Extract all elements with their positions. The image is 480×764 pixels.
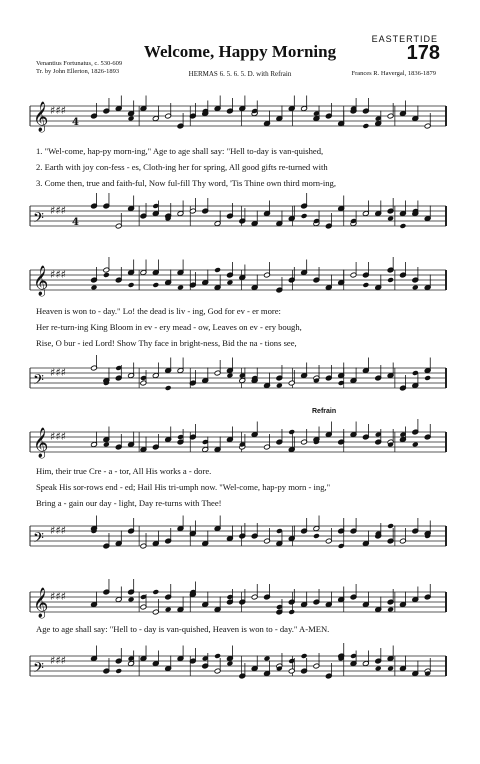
time-signature: 4 — [72, 117, 79, 128]
note-head — [226, 661, 233, 667]
note-head — [313, 533, 320, 539]
note-head — [103, 442, 110, 448]
bass-clef-icon: 𝄢 — [33, 530, 44, 550]
note-head — [226, 280, 233, 286]
note-head — [177, 285, 184, 291]
treble-clef-icon: 𝄞 — [33, 588, 49, 618]
tune-name: HERMAS 6. 5. 6. 5. D. with Refrain — [188, 70, 292, 78]
note-head — [288, 429, 295, 435]
note-head — [152, 282, 159, 288]
music-system-1-bass — [0, 192, 480, 242]
lyric-line-2-2: Her re-turn-ing King Bloom in ev - ery mead - ow, Leaves on ev - ery bough, — [36, 322, 302, 332]
key-signature-icon: ♯♯♯ — [50, 654, 66, 667]
note-head — [301, 213, 308, 219]
note-head — [387, 216, 394, 222]
note-head — [375, 666, 382, 672]
note-head — [128, 282, 135, 288]
treble-clef-icon: 𝄞 — [33, 428, 49, 458]
bass-clef-icon: 𝄢 — [33, 372, 44, 392]
hymn-number: 178 — [406, 42, 440, 64]
lyric-line-2-3: Rise, O bur - ied Lord! Show Thy face in bright-ness, Bid the na - tions see, — [36, 338, 297, 348]
note-head — [412, 442, 419, 448]
treble-clef-icon: 𝄞 — [33, 266, 49, 296]
note-head — [424, 375, 431, 381]
music-system-4-bass — [0, 642, 480, 692]
lyric-line-4-1: Age to age shall say: "Hell to - day is van-quished, Heaven is won to - day." A-MEN. — [36, 624, 330, 634]
key-signature-icon: ♯♯♯ — [50, 366, 66, 379]
key-signature-icon: ♯♯♯ — [50, 430, 66, 443]
music-system-2-bass — [0, 354, 480, 404]
lyric-line-1-2: 2. Earth with joy con-fess - es, Cloth-ing her for spring, All good gifts re-turned with — [36, 162, 328, 172]
note-head — [276, 383, 283, 389]
note-head — [115, 668, 122, 674]
author-line-1: Venantius Fortunatus, c. 530-609 — [36, 60, 123, 67]
composer-credit: Frances R. Havergal, 1836-1879 — [351, 70, 436, 77]
key-signature-icon: ♯♯♯ — [50, 204, 66, 217]
note-head — [128, 597, 135, 603]
bass-clef-icon: 𝄢 — [33, 660, 44, 680]
lyric-line-1-3: 3. Come then, true and faith-ful, Now ful-fill Thy word, 'Tis Thine own third morn-ing, — [36, 178, 336, 188]
note-head — [362, 123, 369, 129]
hymn-title: Welcome, Happy Morning — [143, 42, 337, 61]
lyric-line-1-1: 1. "Wel-come, hap-py morn-ing," Age to age shall say: "Hell to-day is van-quished, — [36, 146, 324, 156]
music-system-2-treble — [0, 256, 480, 306]
lyric-line-2-1: Heaven is won to - day." Lo! the dead is liv - ing, God for ev - er more: — [36, 306, 281, 316]
note-head — [412, 285, 419, 291]
note-head — [152, 589, 159, 595]
refrain-label: Refrain — [312, 408, 337, 415]
music-system-1-treble — [0, 92, 480, 142]
key-signature-icon: ♯♯♯ — [50, 268, 66, 281]
key-signature-icon: ♯♯♯ — [50, 524, 66, 537]
staff-lines — [30, 432, 446, 452]
author-line-2: Tr. by John Ellerton, 1826-1893 — [36, 68, 120, 75]
note-head — [165, 607, 172, 613]
staff-lines — [30, 206, 446, 226]
note-head — [387, 277, 394, 283]
time-signature: 4 — [72, 217, 79, 228]
season-label: EASTERTIDE — [371, 34, 438, 44]
bass-clef-icon: 𝄢 — [33, 210, 44, 230]
note-head — [165, 385, 172, 391]
note-head — [103, 272, 110, 278]
music-system-4-treble — [0, 578, 480, 628]
note-head — [399, 223, 406, 229]
note-head — [387, 666, 394, 672]
staff-lines — [30, 592, 446, 612]
note-head — [214, 267, 221, 273]
key-signature-icon: ♯♯♯ — [50, 104, 66, 117]
music-system-3-bass — [0, 512, 480, 562]
lyric-line-3-1: Him, their true Cre - a - tor, All His works a - dore. — [36, 466, 212, 476]
note-head — [91, 285, 98, 291]
note-head — [128, 116, 135, 122]
key-signature-icon: ♯♯♯ — [50, 590, 66, 603]
music-system-3-treble — [0, 418, 480, 468]
lyric-line-3-2: Speak His sor-rows end - ed; Hail His tri-umph now. "Wel-come, hap-py morn - ing," — [36, 482, 331, 492]
treble-clef-icon: 𝄞 — [33, 102, 49, 132]
note-head — [387, 607, 394, 613]
note-head — [362, 282, 369, 288]
lyric-line-3-3: Bring a - gain our day - light, Day re-turns with Thee! — [36, 498, 222, 508]
note-head — [288, 609, 295, 615]
note-head — [226, 373, 233, 379]
staff-lines — [30, 368, 446, 388]
